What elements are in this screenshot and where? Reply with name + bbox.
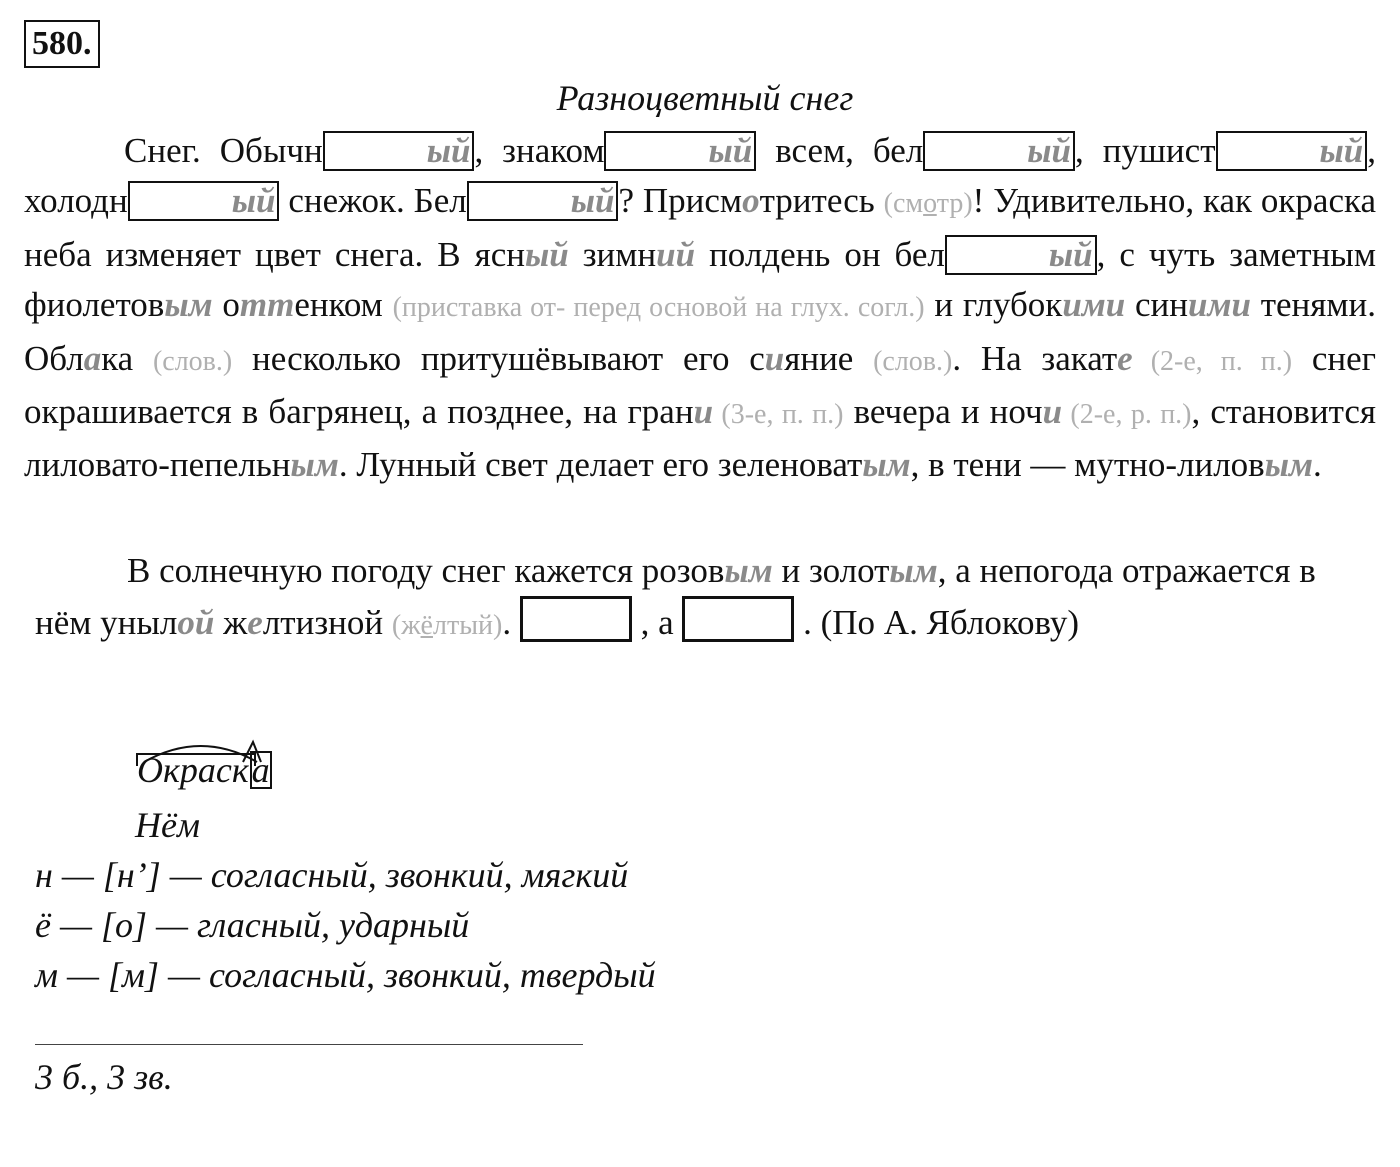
- text-segment: тенями. Обл: [24, 285, 1377, 378]
- highlight-ending: ой: [177, 603, 215, 642]
- text-segment: . Лунный свет делает его зеленоват: [338, 445, 863, 485]
- highlight-ending: ими: [1062, 285, 1126, 325]
- highlight-ending: е: [1117, 338, 1133, 378]
- text-segment: . На закат: [952, 338, 1118, 378]
- highlight-ending: и: [693, 392, 714, 432]
- divider-line: [35, 1044, 583, 1045]
- highlight-ending: ым: [290, 445, 339, 485]
- text-segment: Снег. Обычн: [124, 131, 323, 170]
- note-check-word: [884, 188, 973, 219]
- text-title: Разноцветный снег: [556, 78, 854, 118]
- text-segment: , становится лиловато-пепельн: [24, 392, 1376, 485]
- text-segment: о: [212, 285, 240, 325]
- text-segment: снег окрашивается в багрянец, а позднее, на гран: [24, 338, 1376, 432]
- highlight-ending: ым: [862, 445, 911, 485]
- text-segment: и глубок: [924, 285, 1063, 325]
- text-segment: яние: [784, 338, 874, 378]
- highlight-ending: ими: [1188, 285, 1251, 325]
- highlight-ending: ым: [164, 285, 213, 325]
- text-segment: ? Присм: [618, 181, 743, 221]
- text-segment: .: [502, 603, 520, 642]
- boxed-ending: ый: [604, 131, 756, 171]
- boxed-ending: ый: [945, 235, 1097, 275]
- highlight-letter: о: [742, 181, 760, 221]
- note-dictionary: (слов.): [152, 345, 233, 377]
- text-segment: , с чуть заметным фиолетов: [24, 234, 1376, 325]
- boxed-ending: ый: [923, 131, 1075, 171]
- highlight-ending: ый: [524, 234, 569, 274]
- text-segment: ! Удивительно, как окраска неба изменяет цвет снега. В ясн: [24, 181, 1376, 274]
- text-segment: енком: [294, 285, 393, 325]
- note-declension: (2-е, п. п.): [1132, 345, 1293, 377]
- paragraph-2: [35, 546, 1375, 651]
- morpheme-ending-box: а: [251, 750, 270, 790]
- note-part: лтый): [432, 610, 503, 641]
- text-segment: В солнечную погоду снег кажется розов: [127, 551, 725, 590]
- text-segment: ж: [214, 603, 248, 642]
- text-segment: , в тени — мутно-лилов: [910, 445, 1265, 485]
- highlight-letter: и: [764, 338, 785, 378]
- text-segment: тритесь: [759, 181, 884, 221]
- note-part: тр): [936, 188, 973, 220]
- note-declension: (3-е, п. п.): [713, 399, 844, 431]
- highlight-letter: е: [247, 603, 263, 642]
- text-segment: вечера и ноч: [843, 392, 1043, 432]
- highlight-ending: ым: [1264, 445, 1313, 485]
- boxed-ending: ый: [467, 181, 619, 221]
- highlight-ending: ым: [889, 551, 938, 590]
- highlight-letter: а: [83, 338, 102, 378]
- boxed-ending: ый: [128, 181, 280, 221]
- highlight-ending: ий: [656, 234, 696, 274]
- boxed-ending: ый: [1216, 131, 1368, 171]
- answer-blank-1[interactable]: [520, 596, 632, 642]
- note-part: (ж: [391, 610, 421, 641]
- phonetic-line: м — [м] — согласный, звонкий, твердый: [35, 955, 656, 995]
- note-prefix-rule: (приставка от- перед основой на глух. согл.): [392, 292, 925, 324]
- text-segment: и золот: [772, 551, 890, 590]
- text-segment: несколько притушёвывают его с: [232, 338, 765, 378]
- text-segment: полдень он бел: [695, 234, 945, 274]
- note-check-word: [392, 610, 502, 641]
- text-segment: снежок. Бел: [279, 181, 467, 221]
- boxed-ending: ый: [323, 131, 475, 171]
- note-stressed-letter: ё: [420, 610, 433, 641]
- exercise-number: 580.: [24, 20, 100, 68]
- text-segment: . (По А. Яблокову): [794, 603, 1080, 642]
- highlight-ending: и: [1042, 392, 1063, 432]
- text-segment: лтизной: [262, 603, 392, 642]
- text-segment: ка: [101, 338, 153, 378]
- answer-blank-2[interactable]: [682, 596, 794, 642]
- text-segment: всем, бел: [756, 131, 924, 170]
- highlight-ending: ым: [724, 551, 773, 590]
- note-stressed-letter: о: [923, 188, 937, 220]
- text-segment: , а: [631, 603, 683, 642]
- text-segment: , холодн: [24, 131, 1376, 221]
- text-segment: зимн: [568, 234, 657, 274]
- text-segment: , пушист: [1075, 131, 1216, 170]
- highlight-letter: тт: [239, 285, 295, 325]
- morpheme-word: [137, 748, 272, 792]
- morpheme-stem: Окраск: [137, 750, 249, 790]
- paragraph-1: [24, 126, 1376, 491]
- text-segment: син: [1125, 285, 1189, 325]
- text-segment: , знаком: [474, 131, 605, 170]
- note-dictionary: (слов.): [873, 345, 953, 377]
- note-declension: (2-е, р. п.): [1062, 399, 1192, 431]
- letter-sound-count: 3 б., 3 зв.: [35, 1057, 173, 1097]
- text-segment: .: [1312, 445, 1322, 485]
- phonetic-word: Нём: [135, 805, 200, 845]
- text-segment: , а непогода отражается в нём уныл: [35, 551, 1316, 642]
- phonetic-analysis: [35, 800, 656, 1000]
- phonetic-line: ё — [о] — гласный, ударный: [35, 905, 470, 945]
- phonetic-line: н — [н’] — согласный, звонкий, мягкий: [35, 855, 629, 895]
- note-part: (см: [883, 188, 924, 220]
